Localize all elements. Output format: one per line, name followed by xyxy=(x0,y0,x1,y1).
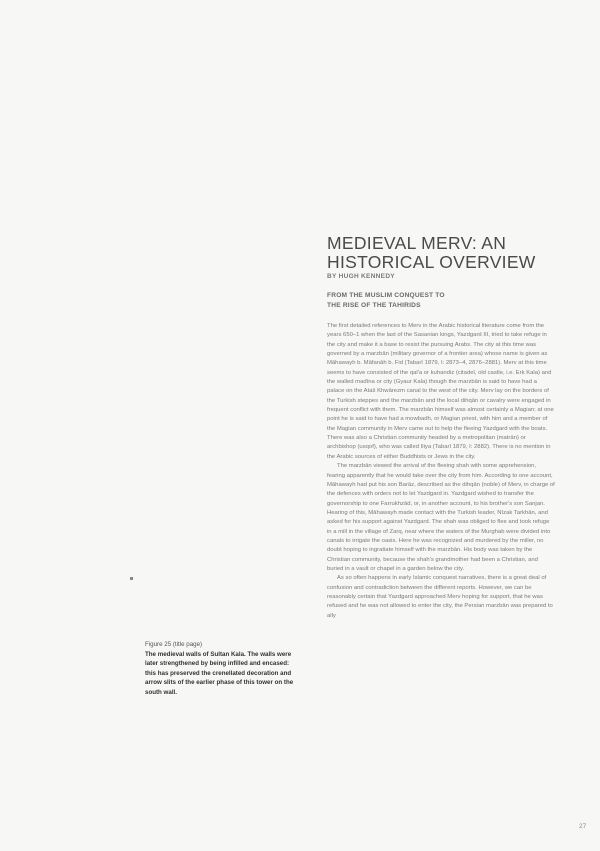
article-title: MEDIEVAL MERV: AN HISTORICAL OVERVIEW xyxy=(327,233,536,272)
section-subheading xyxy=(327,291,567,311)
subheading-line-2: THE RISE OF THE TAHIRIDS xyxy=(327,302,421,309)
margin-mark xyxy=(130,577,133,580)
subheading-line-1: FROM THE MUSLIM CONQUEST TO xyxy=(327,292,445,299)
figure-caption-text: The medieval walls of Sultan Kala. The walls were later strengthened by being infilled and encased: this has preserved the crenellated decoration and arrow slits of the earlier phase of this tower on the south wall. xyxy=(145,650,294,696)
body-paragraph-1: The first detailed references to Merv in the Arabic historical literature come from the years 650–1 when the last of the Sasanian kings, Yazdgard III, tried to take refuge in the city and make it a base to resist the pursuing Arabs. The city at this time was governed by a marzbān (military governor of a frontier area) whose name is given as Māhawayh b. Māfanāh b. Fid (Tabarī 1879, I: 2873–4, 2876–2881). Merv at this time seems to have consisted of the qal'a or kuhandiz (citadel, old castle, i.e. Erk Kala) and the walled madīna or city (Gyaur Kala) though the marzbān is said to have had a palace on the Ataš Khwārezm canal to the west of the city. Merv lay on the borders of the Turkish steppes and the marzbān and the local dihqān or cavalry were engaged in frequent conflict with them. The marzbān himself was almost certainly a Magian; at one point he is said to have had a mowbadh, or Magian priest, with him and a member of the Magian community in Merv came out to help the fleeing Yazdgard with the boats. There was also a Christian community headed by a metropolitan (matrān) or archbishop (usqof), who was called Iliya (Tabarī 1879, I: 2882). There is no mention in the Arabic sources of either Buddhists or Jews in the city. xyxy=(327,323,554,460)
article-author: BY HUGH KENNEDY xyxy=(327,273,395,280)
body-paragraph-2: The marzbān viewed the arrival of the fleeing shah with some apprehension, fearing apparently that he would take over the city from him. According to one account, Māhawayh had put his son Barāz, described as the dihqān (noble) of Merv, in charge of the defences with orders not to let Yazdgard in. Yazdgard wished to transfer the governorship to one Farrukhzād, or, in another account, to his brother's son Sanjan. Hearing of this, Māhawayh made contact with the Turkish leader, Nīzak Tarkhān, and asked for his support against Yazdgard. The shah was obliged to flee and took refuge in a mill in the village of Zarq, near where the waters of the Murghab were divided into canals to irrigate the oasis. Here he was recognized and murdered by the miller, no doubt hoping to ingratiate himself with the marzbān. His body was taken by the Christian community, because the shah's grandmother had been a Christian, and buried in a vault or chapel in a garden below the city. xyxy=(327,463,555,572)
figure-caption-label: Figure 25 (title page) xyxy=(145,641,203,648)
body-paragraph-3: As so often happens in early Islamic conquest narratives, there is a great deal of confusion and contradiction between the different reports. However, we can be reasonably certain that Yazdgard approached Merv hoping for support, that he was refused and he was not allowed to enter the city, the Persian marzbān was prepared to ally xyxy=(327,575,553,619)
page-number: 27 xyxy=(579,823,587,830)
figure-caption xyxy=(145,640,295,697)
article-body xyxy=(327,322,555,621)
